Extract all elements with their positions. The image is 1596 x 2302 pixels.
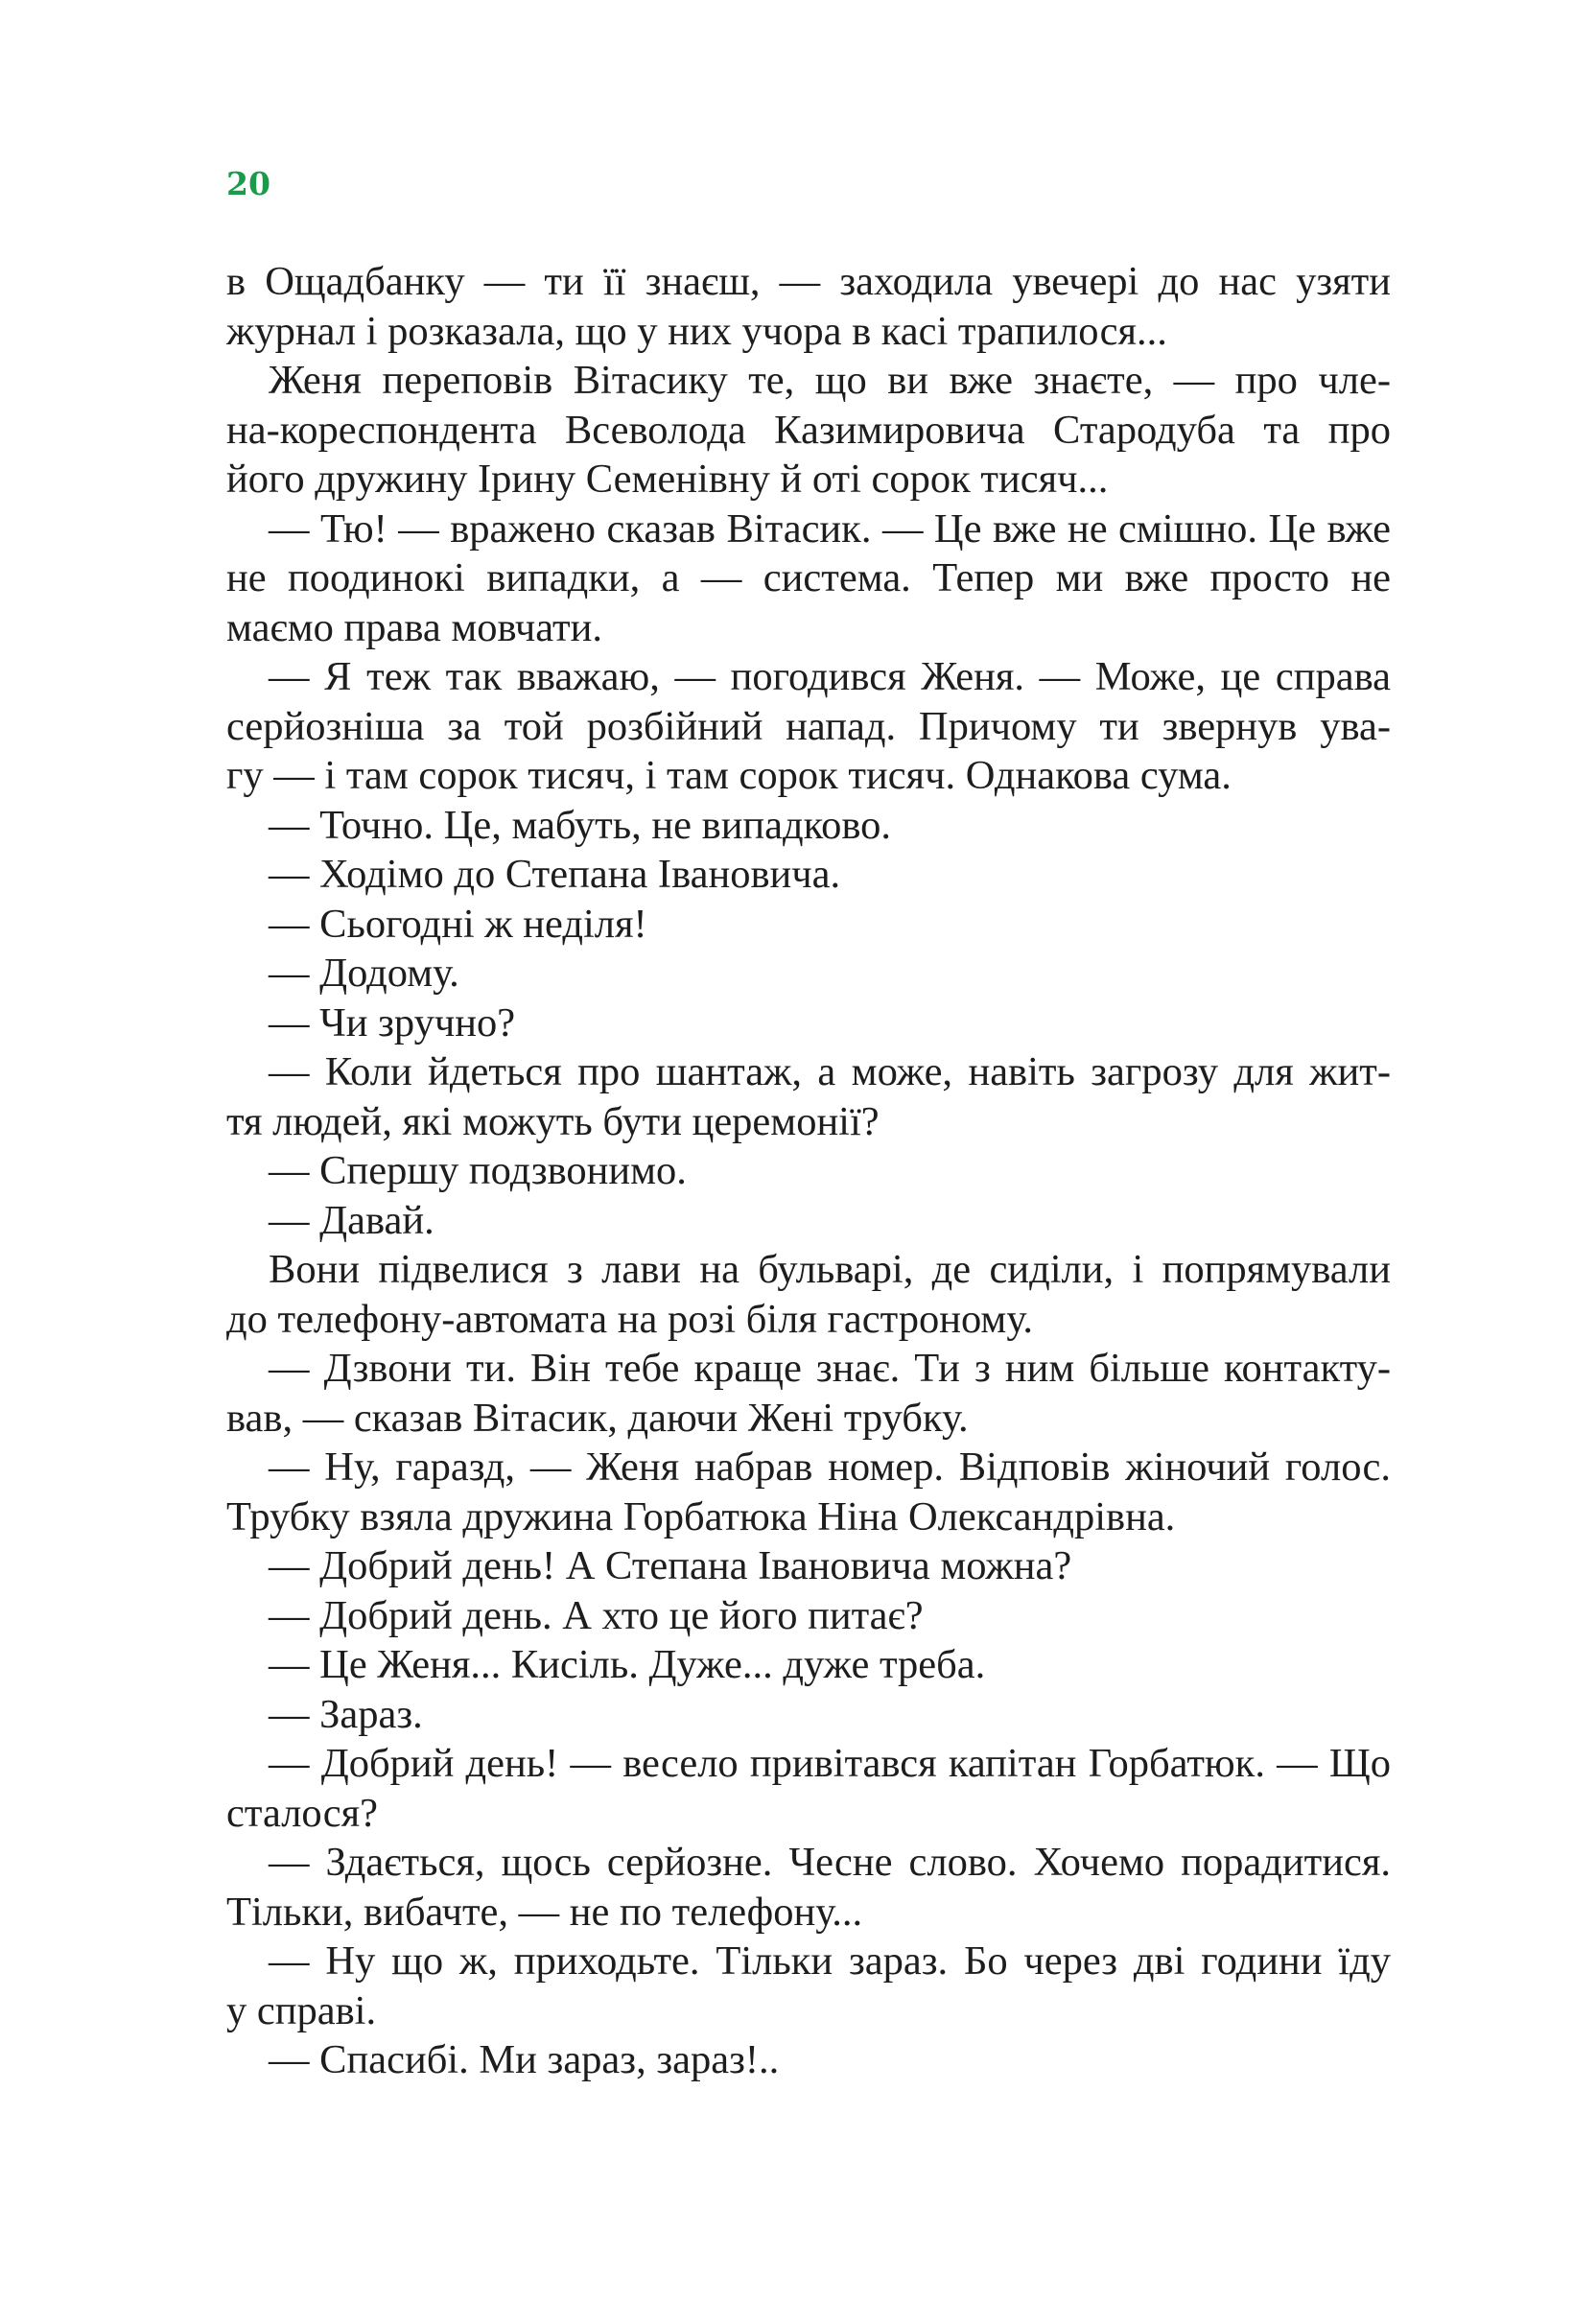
text-line: Вони підвелися з лави на бульварі, де сиділи, і попрямували [269, 1247, 1391, 1292]
text-line: — Я теж так вважаю, — погодився Женя. — Може, це справа [269, 654, 1391, 699]
text-line: — Добрий день! А Степана Івановича можна? [269, 1543, 1072, 1588]
text-line: — Спасибі. Ми зараз, зараз!.. [269, 2037, 780, 2082]
text-line: гу — і там сорок тисяч, і там сорок тисяч. Однакова сума. [226, 753, 1232, 798]
text-line: — Здається, щось серйозне. Чесне слово. Хочемо порадитися. [269, 1840, 1391, 1885]
text-line: — Добрий день! — весело привітався капітан Горбатюк. — Що [269, 1741, 1391, 1786]
text-line: — Точно. Це, мабуть, не випадково. [269, 802, 892, 848]
text-line: не поодинокі випадки, а — система. Тепер ми вже просто не [226, 555, 1391, 600]
text-line: — Ну що ж, приходьте. Тільки зараз. Бо через дві години їду [269, 1938, 1391, 1984]
page-number: 20 [226, 165, 270, 202]
text-line: журнал і розказала, що у них учора в касі трапилося... [226, 308, 1167, 354]
text-line: тя людей, які можуть бути церемонії? [226, 1098, 880, 1144]
text-line: — Спершу подзвонимо. [269, 1148, 687, 1193]
text-line: — Коли йдеться про шантаж, а може, навіть загрозу для жит- [269, 1049, 1391, 1094]
text-line: — Ходімо до Степана Івановича. [269, 852, 841, 897]
text-line: — Ну, гаразд, — Женя набрав номер. Відповів жіночий голос. [269, 1445, 1391, 1490]
text-line: сталося? [226, 1790, 378, 1836]
text-line: серйозніша за той розбійний напад. Причому ти звернув ува- [226, 703, 1391, 749]
text-line: у справі. [226, 1987, 377, 2033]
text-line: Трубку взяла дружина Горбатюка Ніна Олександрівна. [226, 1493, 1176, 1539]
text-line: — Добрий день. А хто це його питає? [269, 1592, 924, 1638]
text-line: вав, — сказав Вітасик, даючи Жені трубку. [226, 1395, 969, 1441]
text-line: — Зараз. [269, 1691, 423, 1737]
text-line: в Ощадбанку — ти її знаєш, — заходила увечері до нас узяти [226, 259, 1391, 304]
text-line: — Додому. [269, 951, 459, 996]
text-line: — Чи зручно? [269, 999, 516, 1045]
text-line: — Тю! — вражено сказав Вітасик. — Це вже не смішно. Це вже [269, 505, 1391, 552]
text-line: його дружину Ірину Семенівну й оті сорок тисяч... [226, 457, 1109, 502]
text-line: — Сьогодні ж неділя! [269, 901, 647, 947]
text-line: — Давай. [269, 1197, 434, 1243]
text-line: до телефону-автомата на розі біля гастроному. [226, 1296, 1033, 1342]
text-line: Тільки, вибачте, — не по телефону... [226, 1889, 863, 1935]
text-line: — Дзвони ти. Він тебе краще знає. Ти з ним більше контакту- [269, 1346, 1391, 1391]
text-line: Женя переповів Вітасику те, що ви вже знаєте, — про чле- [269, 358, 1391, 403]
text-line: на-кореспондента Всеволода Казимировича Стародуба та про [226, 407, 1391, 453]
text-line: — Це Женя... Кисіль. Дуже... дуже треба. [269, 1642, 986, 1687]
text-line: маємо права мовчати. [226, 604, 603, 650]
body-text [226, 257, 1391, 2085]
